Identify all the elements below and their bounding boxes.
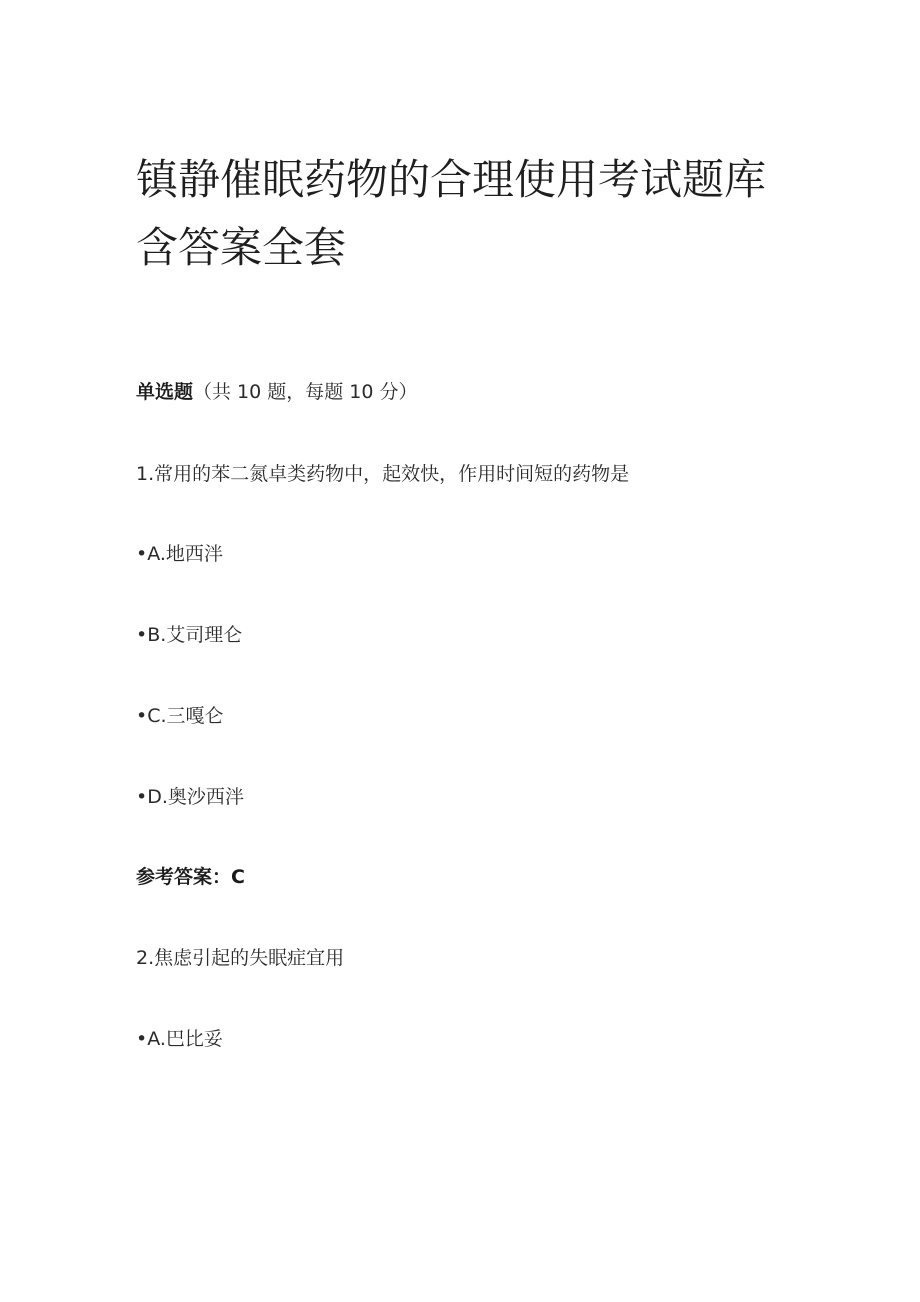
section-header <box>136 377 418 407</box>
question-1-option-b: •B.艾司理仑 <box>136 624 243 646</box>
section-label: 单选题 <box>136 381 194 403</box>
question-1-option-a: •A.地西泮 <box>136 543 223 565</box>
document-title <box>136 146 796 282</box>
question-1-stem: 1.常用的苯二氮卓类药物中，起效快，作用时间短的药物是 <box>136 463 630 485</box>
question-1-option-d: •D.奥沙西泮 <box>136 786 244 808</box>
question-2-option-a: •A.巴比妥 <box>136 1028 223 1050</box>
document-title-line-2: 含答案全套 <box>136 223 347 273</box>
question-1-option-c: •C.三嘎仑 <box>136 705 224 727</box>
section-meta: （共 10 题，每题 10 分） <box>193 381 418 403</box>
question-2-stem: 2.焦虑引起的失眠症宜用 <box>136 947 345 969</box>
question-1-answer: 参考答案：C <box>136 866 245 888</box>
document-title-line-1: 镇静催眠药物的合理使用考试题库 <box>136 155 767 205</box>
